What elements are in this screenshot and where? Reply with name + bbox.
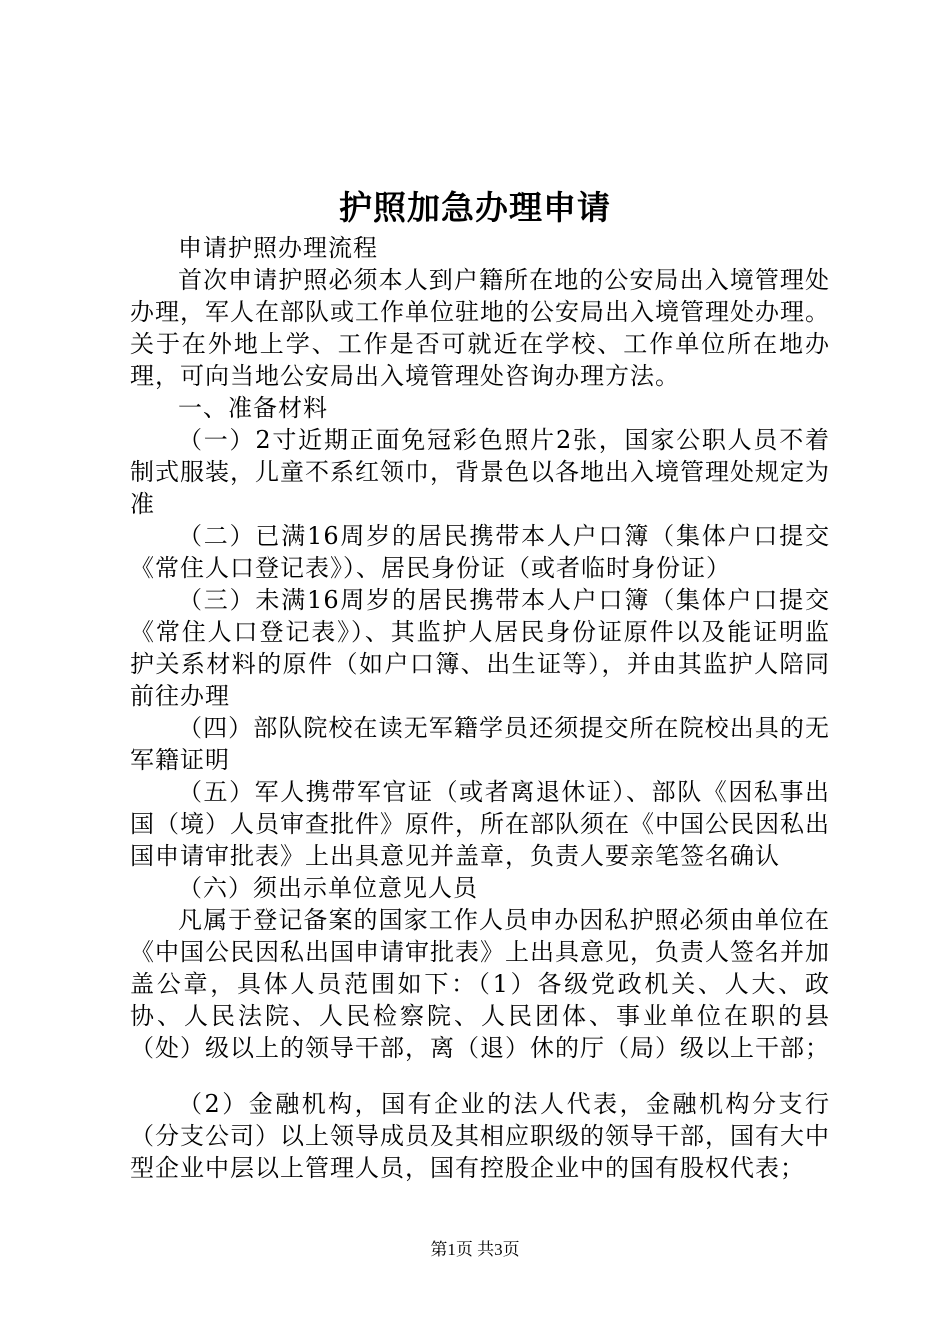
document-body xyxy=(130,232,830,1184)
page-indicator: 第1页 共3页 xyxy=(430,1240,520,1259)
paragraph-item-6: （六）须出示单位意见人员 xyxy=(178,874,478,902)
document-title: 护照加急办理申请 xyxy=(339,188,611,227)
paragraph-section-heading: 申请护照办理流程 xyxy=(178,234,378,262)
paragraph-financial-staff: （2）金融机构，国有企业的法人代表，金融机构分支行（分支公司）以上领导成员及其相应职级的领导干部，国有大中型企业中层以上管理人员，国有控股企业中的国有股权代表； xyxy=(130,1090,830,1182)
paragraph-intro: 首次申请护照必须本人到户籍所在地的公安局出入境管理处办理，军人在部队或工作单位驻地的公安局出入境管理处办理。关于在外地上学、工作是否可就近在学校、工作单位所在地办理，可向当地公安局出入境管理处咨询办理方法。 xyxy=(130,266,830,390)
paragraph-registered-staff: 凡属于登记备案的国家工作人员申办因私护照必须由单位在《中国公民因私出国申请审批表》上出具意见，负责人签名并加盖公章，具体人员范围如下：（1）各级党政机关、人大、政协、人民法院、人民检察院、人民团体、事业单位在职的县（处）级以上的领导干部，离（退）休的厅（局）级以上干部； xyxy=(130,906,830,1062)
paragraph-materials-heading: 一、准备材料 xyxy=(178,394,328,422)
paragraph-item-4: （四）部队院校在读无军籍学员还须提交所在院校出具的无军籍证明 xyxy=(130,714,830,774)
paragraph-item-5: （五）军人携带军官证（或者离退休证）、部队《因私事出国（境）人员审查批件》原件，所在部队须在《中国公民因私出国申请审批表》上出具意见并盖章，负责人要亲笔签名确认 xyxy=(130,778,830,870)
paragraph-item-2: （二）已满16周岁的居民携带本人户口簿（集体户口提交《常住人口登记表》）、居民身份证（或者临时身份证） xyxy=(130,522,830,582)
paragraph-item-1: （一）2寸近期正面免冠彩色照片2张，国家公职人员不着制式服装，儿童不系红领巾，背景色以各地出入境管理处规定为准 xyxy=(130,426,830,518)
paragraph-item-3: （三）未满16周岁的居民携带本人户口簿（集体户口提交《常住人口登记表》）、其监护人居民身份证原件以及能证明监护关系材料的原件（如户口簿、出生证等），并由其监护人陪同前往办理 xyxy=(130,586,830,710)
